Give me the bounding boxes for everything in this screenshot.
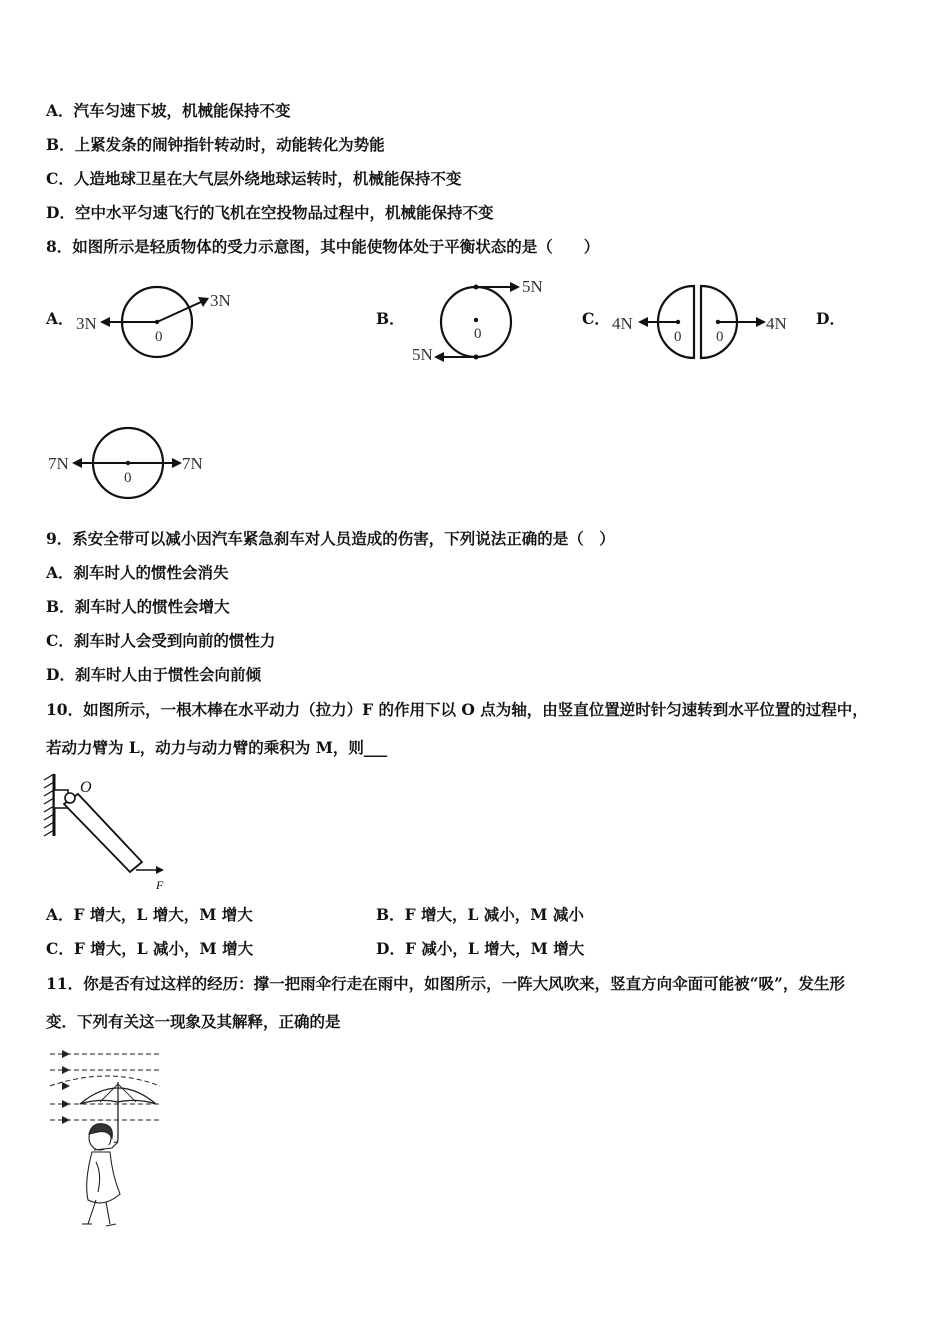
q11-umbrella-figure	[48, 1042, 178, 1232]
q10-option-a: A．F 增大，L 增大，M 增大	[46, 905, 253, 924]
q11-stem-line1: 11．你是否有过这样的经历：撑一把雨伞行走在雨中，如图所示，一阵大风吹来，竖直方向伞面可能被“吸”，发生形	[46, 974, 845, 993]
q10-stem-line1: 10．如图所示，一根木棒在水平动力（拉力）F 的作用下以 O 点为轴，由竖直位置逆时针匀速转到水平位置的过程中，	[46, 700, 868, 719]
force-label-right: 7N	[182, 454, 203, 473]
force-label-left: 7N	[48, 454, 69, 473]
force-label-left: 3N	[76, 314, 97, 333]
q11-stem-line2: 变．下列有关这一现象及其解释，正确的是	[46, 1012, 341, 1031]
q7-option-c: C．人造地球卫星在大气层外绕地球运转时，机械能保持不变	[46, 169, 462, 188]
q8-figure-b	[400, 272, 560, 372]
q7-option-d: D．空中水平匀速飞行的飞机在空投物品过程中，机械能保持不变	[46, 203, 494, 222]
q8-figure-a	[70, 280, 240, 370]
wind-arrowheads	[62, 1050, 70, 1124]
q9-stem: 9．系安全带可以减小因汽车紧急刹车对人员造成的伤害，下列说法正确的是（ ）	[46, 529, 615, 548]
q9-option-b: B．刹车时人的惯性会增大	[46, 597, 230, 616]
q8-label-a: A．	[46, 309, 74, 328]
q9-option-c: C．刹车时人会受到向前的惯性力	[46, 631, 276, 650]
girl-drawing	[82, 1124, 120, 1226]
force-label-right: 4N	[766, 314, 787, 333]
pivot-point	[65, 793, 75, 803]
force-label-right: 3N	[210, 291, 231, 310]
q8-figure-c	[606, 280, 806, 370]
force-label-top: 5N	[522, 277, 543, 296]
center-label: 0	[474, 326, 482, 342]
q8-label-d: D．	[816, 309, 845, 328]
q10-option-d: D．F 减小，L 增大，M 增大	[376, 939, 585, 958]
q7-option-a: A．汽车匀速下坡，机械能保持不变	[46, 101, 291, 120]
q8-label-c: C．	[582, 309, 610, 328]
center-label-right: 0	[716, 329, 724, 345]
force-label-left: 4N	[612, 314, 633, 333]
center-label: 0	[124, 470, 132, 486]
q9-option-a: A．刹车时人的惯性会消失	[46, 563, 229, 582]
q10-lever-figure	[40, 770, 180, 894]
q8-stem: 8．如图所示是轻质物体的受力示意图，其中能使物体处于平衡状态的是（ ）	[46, 237, 600, 256]
force-arrow-right	[157, 302, 201, 322]
center-label: 0	[155, 329, 163, 345]
q10-stem-line2: 若动力臂为 L，动力与动力臂的乘积为 M，则___	[46, 738, 388, 757]
q8-label-b: B．	[376, 309, 405, 328]
q10-option-c: C．F 增大，L 减小，M 增大	[46, 939, 254, 958]
force-label: F	[156, 878, 164, 892]
q9-option-d: D．刹车时人由于惯性会向前倾	[46, 665, 261, 684]
wooden-stick	[64, 794, 142, 872]
pivot-label: O	[80, 779, 92, 796]
force-label-bottom: 5N	[412, 345, 433, 364]
q7-option-b: B．上紧发条的闹钟指针转动时，动能转化为势能	[46, 135, 385, 154]
q10-option-b: B．F 增大，L 减小，M 减小	[376, 905, 584, 924]
center-point	[474, 318, 478, 322]
center-label-left: 0	[674, 329, 682, 345]
q8-figure-d	[46, 420, 216, 506]
